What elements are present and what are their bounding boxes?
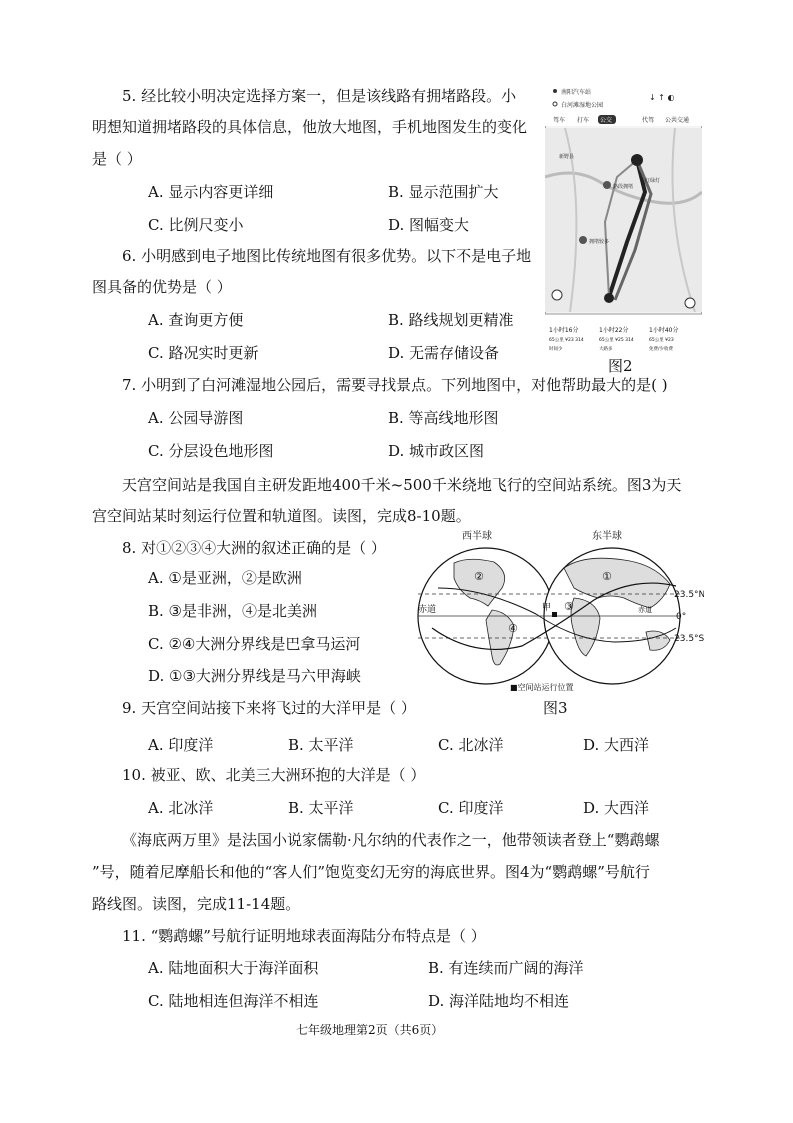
q7-option-c[interactable]: C. 分层设色地形图 <box>148 442 274 460</box>
phone-map-graphic <box>545 82 702 358</box>
figure-3-hemisphere-map <box>414 528 704 698</box>
tab-drive: 驾车 <box>553 117 566 124</box>
page-footer: 七年级地理第2页（共6页） <box>296 1023 444 1037</box>
q11-option-d[interactable]: D. 海洋陆地均不相连 <box>428 992 570 1010</box>
q6-stem-line1: 6. 小明感到电子地图比传统地图有很多优势。以下不是电子地 <box>122 247 532 265</box>
map-place-4: 红绿灯 <box>645 178 661 184</box>
passage-2-line2: ”号，随着尼摩船长和他的“客人们”饱览变幻无穷的海底世界。图4为“鹦鹉螺”号航行 <box>92 863 650 881</box>
equator-label: 赤道 <box>418 605 437 615</box>
figure-3-caption: 图3 <box>543 699 568 717</box>
q5-option-a[interactable]: A. 显示内容更详细 <box>148 183 274 201</box>
q11-option-b[interactable]: B. 有连续而广阔的海洋 <box>428 959 584 977</box>
route-option-3-time: 1小时40分 <box>649 327 679 334</box>
q8-option-d[interactable]: D. ①③大洲分界线是马六甲海峡 <box>148 667 361 685</box>
q11-stem: 11. “鹦鹉螺”号航行证明地球表面海陆分布特点是（ ） <box>122 927 486 945</box>
route-option-3-tag: 免费/少收费 <box>649 347 674 352</box>
q8-option-a[interactable]: A. ①是亚洲，②是欧洲 <box>148 569 302 587</box>
route-option-2-detail: 65公里 ¥25 314 <box>599 338 634 343</box>
q6-stem-line2: 图具备的优势是（ ） <box>92 278 232 296</box>
q6-option-a[interactable]: A. 查询更方便 <box>148 311 244 329</box>
q9-option-c[interactable]: C. 北冰洋 <box>438 736 504 754</box>
q8-stem: 8. 对①②③④大洲的叙述正确的是（ ） <box>122 539 386 557</box>
route-option-2-tag: 大路多 <box>599 347 613 352</box>
latitude-23-5n-label: 23.5°N <box>674 590 704 600</box>
passage-2-line1: 《海底两万里》是法国小说家儒勒·凡尔纳的代表作之一，他带领读者登上“鹦鹉螺 <box>122 831 660 849</box>
q5-option-d[interactable]: D. 图幅变大 <box>388 216 470 234</box>
q11-option-a[interactable]: A. 陆地面积大于海洋面积 <box>148 959 319 977</box>
tab-valet: 代驾 <box>642 117 655 124</box>
q5-stem-line3: 是（ ） <box>92 150 142 168</box>
q10-option-b[interactable]: B. 太平洋 <box>288 799 354 817</box>
q10-option-d[interactable]: D. 大西洋 <box>583 799 650 817</box>
park-location-label: 白河滩湿地公园 <box>561 102 604 109</box>
top-location-label: 南阳汽车站 <box>561 89 592 96</box>
continent-3-marker: ③ <box>564 600 574 613</box>
svg-text:↓ ↑ ◐: ↓ ↑ ◐ <box>649 93 675 102</box>
legend-station-position: ■空间站运行位置 <box>510 683 574 692</box>
tab-taxi: 打车 <box>577 117 590 124</box>
q7-option-d[interactable]: D. 城市政区图 <box>388 442 485 460</box>
q5-option-c[interactable]: C. 比例尺变小 <box>148 216 244 234</box>
latitude-23-5s-label: 23.5°S <box>674 634 704 644</box>
continent-2-marker: ② <box>474 570 484 583</box>
q11-option-c[interactable]: C. 陆地相连但海洋不相连 <box>148 992 319 1010</box>
eastern-hemisphere-label: 东半球 <box>592 531 622 542</box>
q5-stem-line2: 明想知道拥堵路段的具体信息，他放大地图，手机地图发生的变化 <box>92 118 528 136</box>
hemisphere-map-graphic <box>414 528 704 698</box>
passage-1-line1: 天宫空间站是我国自主研发距地400千米~500千米绕地飞行的空间站系统。图3为天 <box>122 476 682 494</box>
passage-1-line2: 宫空间站某时刻运行位置和轨道图。读图，完成8-10题。 <box>92 507 471 525</box>
q10-stem: 10. 被亚、欧、北美三大洲环抱的大洋是（ ） <box>122 766 426 784</box>
map-place-1: 新野县 <box>559 154 575 160</box>
figure-2-phone-map <box>545 82 702 358</box>
legend-equator-east: 赤道 <box>638 606 652 614</box>
q7-option-b[interactable]: B. 等高线地形图 <box>388 409 499 427</box>
q9-option-a[interactable]: A. 印度洋 <box>148 736 214 754</box>
passage-2-line3: 路线图。读图，完成11-14题。 <box>92 895 301 913</box>
tab-bus: 公交 <box>600 117 613 124</box>
q10-option-a[interactable]: A. 北冰洋 <box>148 799 214 817</box>
map-place-2: 路段拥堵 <box>613 184 634 190</box>
route-option-1-time: 1小时16分 <box>549 327 579 334</box>
q9-option-d[interactable]: D. 大西洋 <box>583 736 650 754</box>
route-option-3-detail: 65公里 ¥23 <box>649 338 674 343</box>
q6-option-d[interactable]: D. 无需存储设备 <box>388 344 500 362</box>
western-hemisphere-label: 西半球 <box>462 531 492 542</box>
q7-stem: 7. 小明到了白河滩湿地公园后，需要寻找景点。下列地图中，对他帮助最大的是( ) <box>122 376 668 394</box>
continent-1-marker: ① <box>602 570 612 583</box>
q8-option-c[interactable]: C. ②④大洲分界线是巴拿马运河 <box>148 635 361 653</box>
q7-option-a[interactable]: A. 公园导游图 <box>148 409 244 427</box>
q10-option-c[interactable]: C. 印度洋 <box>438 799 504 817</box>
continent-4-marker: ④ <box>508 622 518 635</box>
q6-option-b[interactable]: B. 路线规划更精准 <box>388 311 514 329</box>
route-option-2-time: 1小时22分 <box>599 327 629 334</box>
route-option-1-tag: 时间少 <box>549 347 563 352</box>
route-option-1-detail: 65公里 ¥23 314 <box>549 338 584 343</box>
figure-2-caption: 图2 <box>608 357 633 375</box>
latitude-0-label: 0° <box>676 612 687 622</box>
q6-option-c[interactable]: C. 路况实时更新 <box>148 344 259 362</box>
q9-stem: 9. 天宫空间站接下来将飞过的大洋甲是（ ） <box>122 699 416 717</box>
q9-option-b[interactable]: B. 太平洋 <box>288 736 354 754</box>
q5-option-b[interactable]: B. 显示范围扩大 <box>388 183 499 201</box>
ocean-jia-label: 甲 <box>542 603 552 613</box>
q5-stem-line1: 5. 经比较小明决定选择方案一，但是该线路有拥堵路段。小 <box>122 87 517 105</box>
tab-public-transit: 公共交通 <box>665 117 690 124</box>
q8-option-b[interactable]: B. ③是非洲，④是北美洲 <box>148 602 318 620</box>
map-place-3: 拥堵较多 <box>589 239 610 245</box>
